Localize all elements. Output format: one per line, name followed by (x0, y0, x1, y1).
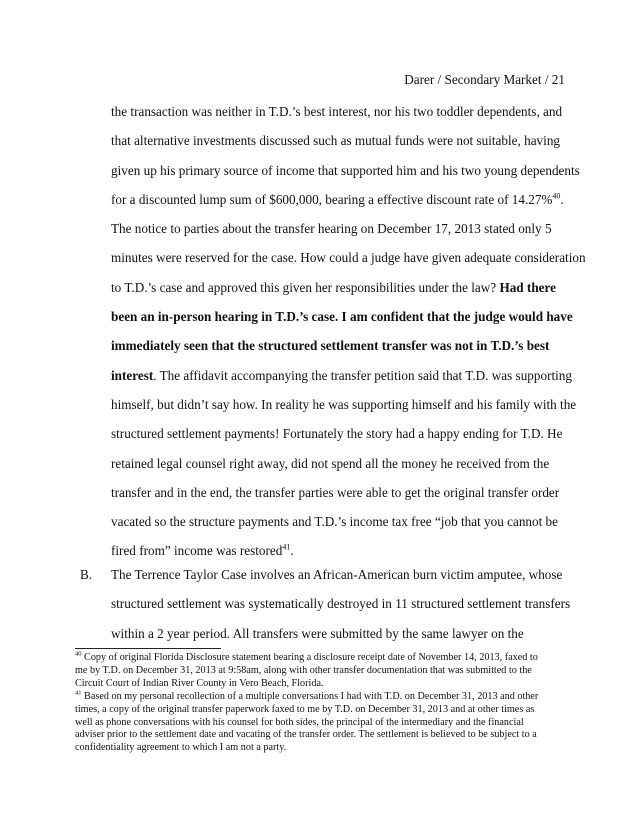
body-line: vacated so the structure payments and T.D.’s income tax free “job that you cannot be (111, 514, 559, 530)
body-line: the transaction was neither in T.D.’s best interest, nor his two toddler dependents, and (111, 104, 563, 119)
list-line: The Terrence Taylor Case involves an African-American burn victim amputee, whose (111, 567, 563, 582)
footnote-text: Circuit Court of Indian River County in Vero Beach, Florida. (75, 677, 324, 689)
body-text: . (290, 543, 294, 559)
body-paragraph (111, 97, 586, 566)
body-text: . (560, 191, 564, 207)
bold-text: interest (111, 367, 154, 383)
bold-text: been an in-person hearing in T.D.’s case. I am confident that the judge would have (111, 309, 573, 325)
body-line: retained legal counsel right away, did not spend all the money he received from the (111, 455, 550, 471)
list-item-b (111, 560, 581, 648)
footnote-text: me by T.D. on December 31, 2013 at 9:58am, along with other transfer documentation that was submitted to the (75, 664, 532, 676)
footnote-number: 41 (75, 689, 82, 697)
footnote-ref-41[interactable]: 41 (282, 543, 291, 553)
footnote-text: well as phone conversations with his counsel for both sides, the principal of the intermediary and the financial (75, 716, 524, 728)
body-line: transfer and in the end, the transfer parties were able to get the original transfer order (111, 484, 560, 500)
body-line: that alternative investments discussed such as mutual funds were not suitable, having (111, 133, 561, 149)
bold-text: Had there (499, 279, 556, 295)
footnote-ref-40[interactable]: 40 (552, 191, 561, 201)
body-line: The notice to parties about the transfer hearing on December 17, 2013 stated only 5 (111, 221, 552, 237)
footnote-41 (75, 691, 570, 704)
body-line (111, 331, 581, 360)
body-line (111, 185, 581, 214)
body-line (111, 361, 581, 390)
footnote-text: adviser prior to the settlement date and vacating of the transfer order. The settlement is believed to be subject to a (75, 729, 537, 741)
body-line: minutes were reserved for the case. How could a judge have given adequate consideration (111, 250, 586, 266)
body-line: given up his primary source of income that supported him and his two young dependents (111, 162, 580, 178)
body-text: fired from” income was restored (111, 543, 283, 559)
footnote-separator (75, 648, 221, 649)
list-line: within a 2 year period. All transfers were submitted by the same lawyer on the (111, 625, 524, 641)
body-line: structured settlement payments! Fortunately the story had a happy ending for T.D. He (111, 426, 563, 442)
footnote-40 (75, 652, 570, 665)
running-head: Darer / Secondary Market / 21 (404, 72, 565, 87)
footnote-text: Based on my personal recollection of a multiple conversations I had with T.D. on December 31, 2013 and other (81, 690, 539, 702)
body-line: himself, but didn’t say how. In reality he was supporting himself and his family with the (111, 396, 577, 412)
body-text: to T.D.’s case and approved this given her responsibilities under the law? (111, 279, 500, 295)
footnote-text: confidentiality agreement to which I am not a party. (75, 742, 287, 754)
list-line: structured settlement was systematically destroyed in 11 structured settlement transfers (111, 596, 571, 612)
footnote-text: Copy of original Florida Disclosure statement bearing a disclosure receipt date of November 14, 2013, faxed to (81, 652, 538, 663)
body-text: . The affidavit accompanying the transfer petition said that T.D. was supporting (153, 367, 572, 383)
footnote-text: times, a copy of the original transfer paperwork faxed to me by T.D. on December 31, 2013 and at other times as (75, 703, 535, 715)
body-line (111, 302, 581, 331)
list-marker-b: B. (80, 567, 93, 582)
body-text: for a discounted lump sum of $600,000, bearing a effective discount rate of 14.27% (111, 191, 553, 207)
bold-text: immediately seen that the structured settlement transfer was not in T.D.’s best (111, 338, 550, 354)
body-line (111, 273, 581, 302)
footnotes (75, 652, 570, 755)
footnote-number: 40 (75, 650, 82, 658)
